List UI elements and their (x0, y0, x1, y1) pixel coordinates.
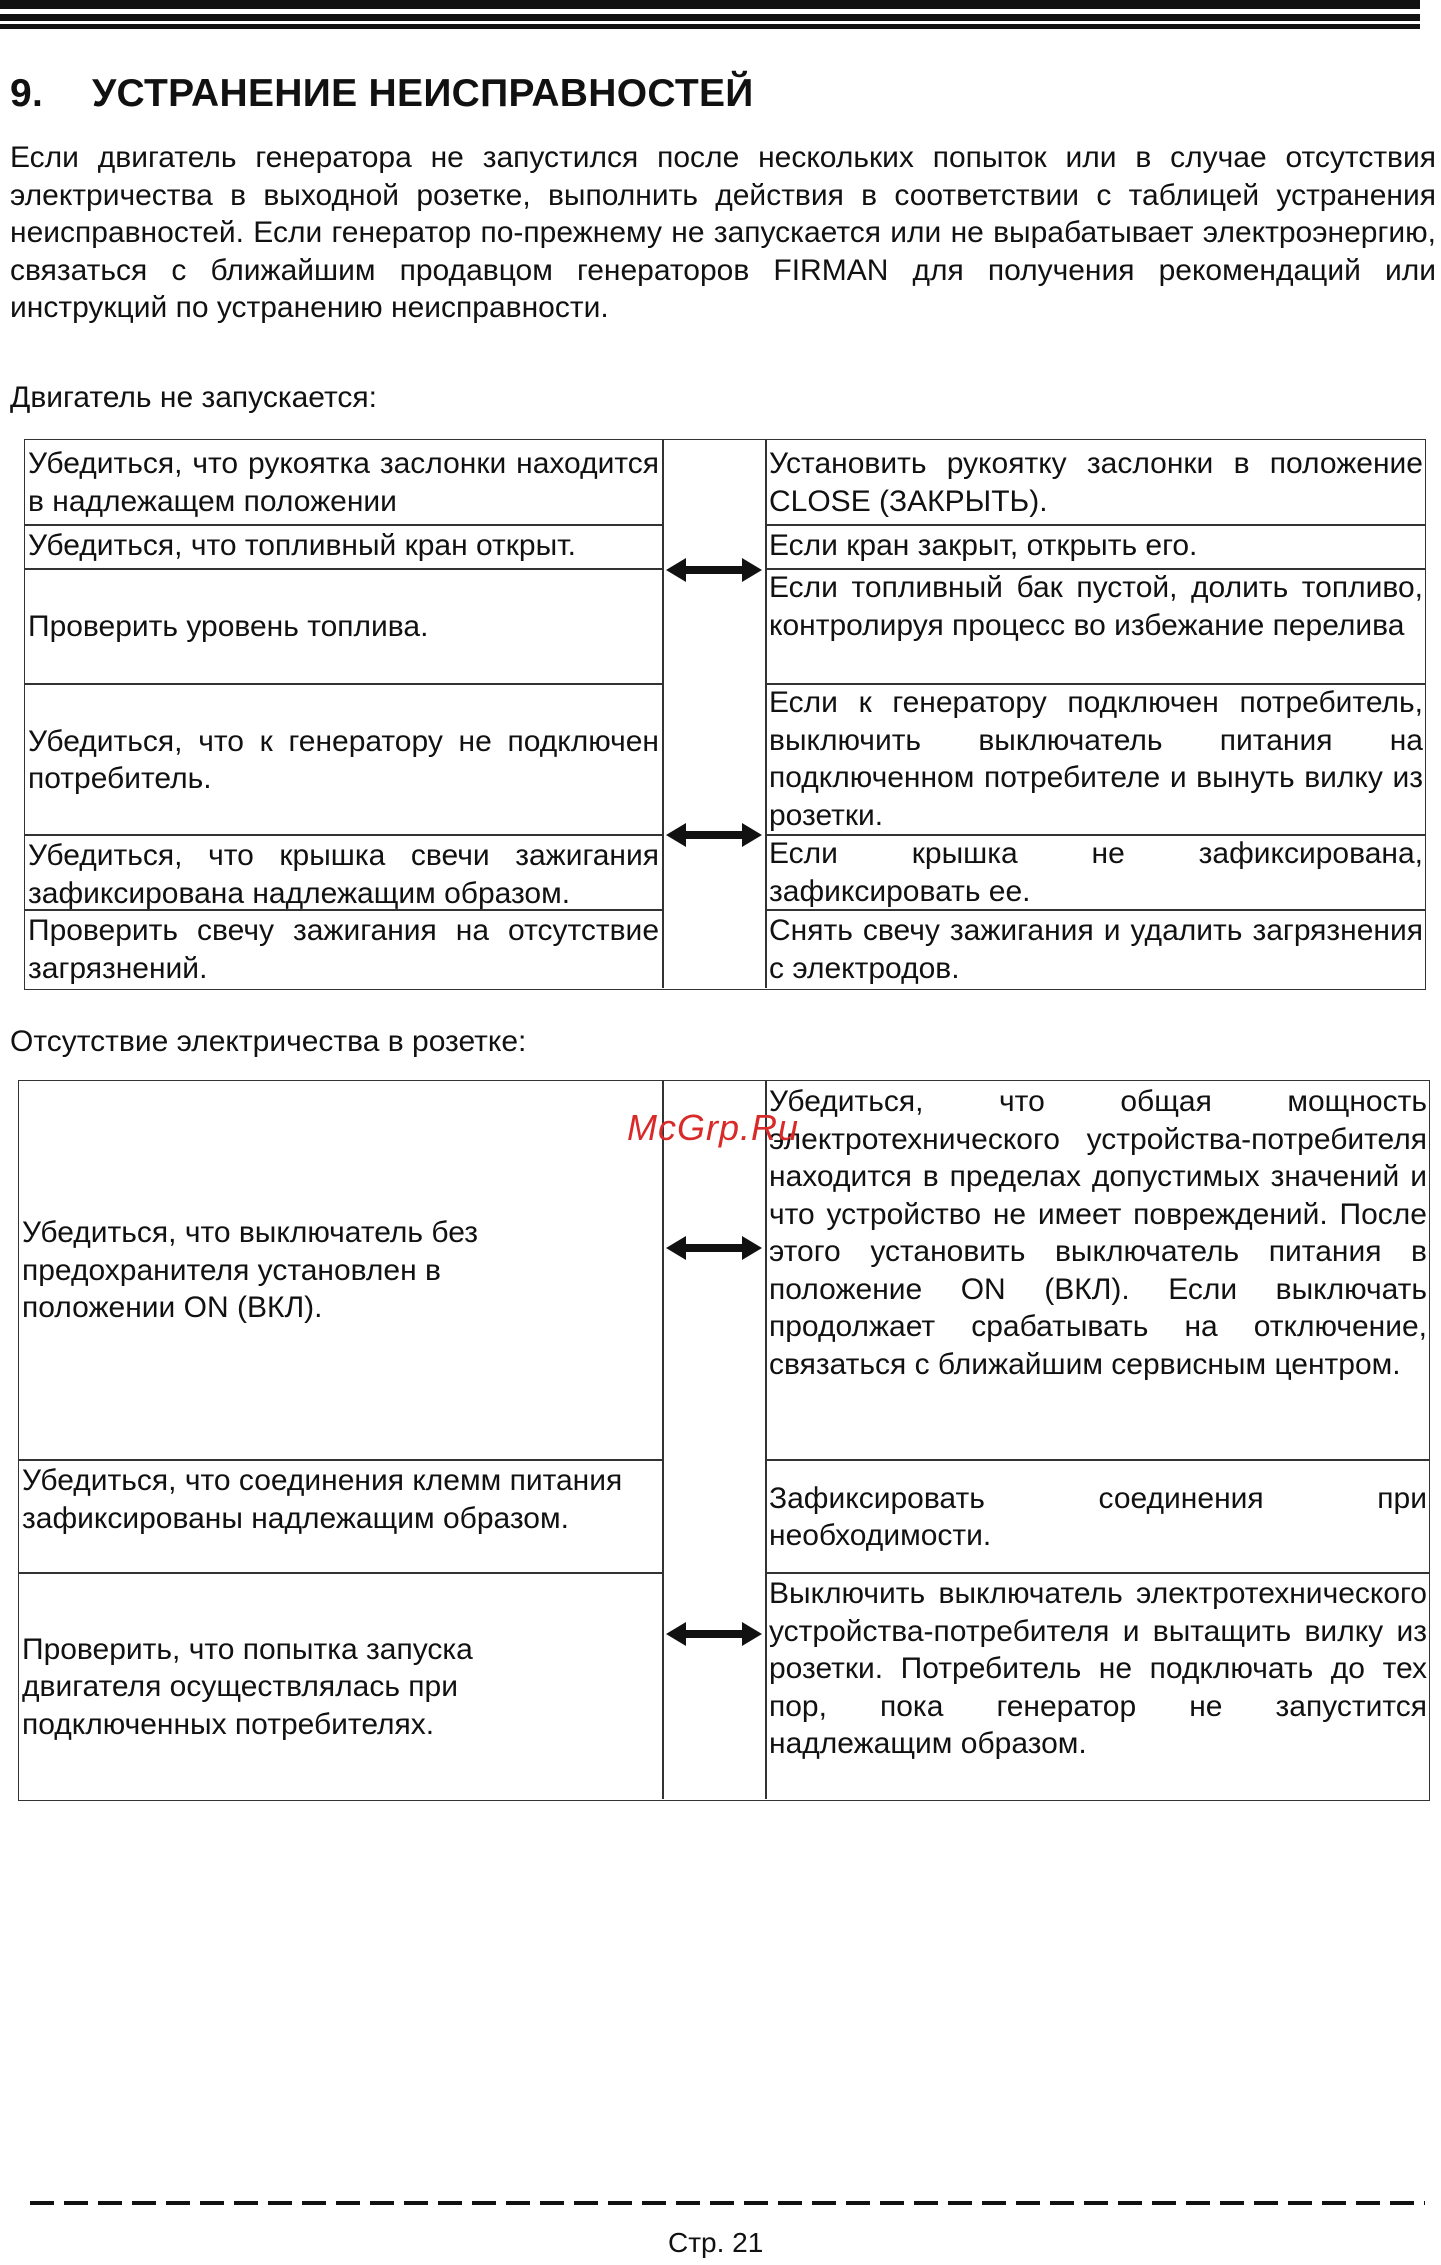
intro-paragraph: Если двигатель генератора не запустился после нескольких попыток или в случае отсутствия электричества в выходной розетке, выполнить действия в соответствии с таблицей устранения неисправностей. Если генератор по-прежнему не запускается или не вырабатывает электроэнергию, связаться с ближайшим продавцом генераторов FIRMAN для получения рекомендаций или инструкций по устранению неисправности. (10, 141, 1436, 324)
footer-dashed-rule (30, 2200, 1425, 2206)
double-arrow-icon (664, 820, 764, 850)
table1 (24, 439, 1426, 990)
watermark: McGrp.Ru (627, 1107, 800, 1148)
double-arrow-icon (664, 555, 764, 585)
table2-check-cell: Убедиться, что выключатель без предохранителя установлен в положении ON (ВКЛ). (22, 1216, 479, 1325)
table1-divider-left (662, 440, 664, 988)
table1-action-cell: Установить рукоятку заслонки в положение CLOSE (ЗАКРЫТЬ). (769, 447, 1423, 518)
table1-action-cell: Если к генератору подключен потребитель, выключить выключатель питания на подключенном потребителе и вынуть вилку из розетки. (769, 686, 1423, 832)
header-rule-medium (0, 14, 1420, 21)
table1-check-cell: Убедиться, что крышка свечи зажигания зафиксирована надлежащим образом. (28, 839, 659, 910)
table1-action-cell: Снять свечу зажигания и удалить загрязнения с электродов. (769, 914, 1423, 985)
table1-action-cell: Если кран закрыт, открыть его. (769, 529, 1198, 562)
header-rule-thin (0, 24, 1420, 29)
table2-action-cell: Выключить выключатель электротехнического устройства-потребителя и вытащить вилку из розетки. Потребитель не подключать до тех пор, пока генератор не запустится надлежащим образом. (769, 1577, 1427, 1760)
header-rule-thick (0, 0, 1420, 9)
page-number: Стр. 21 (668, 2227, 764, 2258)
section-title: УСТРАНЕНИЕ НЕИСПРАВНОСТЕЙ (92, 72, 754, 115)
table1-action-cell: Если крышка не зафиксирована, зафиксировать ее. (769, 837, 1423, 908)
table2-action-cell: Убедиться, что общая мощность электротехнического устройства-потребителя находится в пределах допустимых значений и что устройство не имеет повреждений. После этого установить выключатель питания в положение ON (ВКЛ). Если выключать продолжает срабатывать на отключение, связаться с ближайшим сервисным центром. (769, 1085, 1427, 1381)
table1-check-cell: Проверить уровень топлива. (28, 610, 429, 644)
table1-action-cell: Если топливный бак пустой, долить топливо, контролируя процесс во избежание перелива (769, 571, 1423, 642)
table1-check-cell: Проверить свечу зажигания на отсутствие загрязнений. (28, 914, 659, 985)
table2-check-cell: Убедиться, что соединения клемм питания зафиксированы надлежащим образом. (22, 1464, 623, 1535)
table1-heading: Двигатель не запускается: (10, 381, 377, 414)
table1-check-cell: Убедиться, что к генератору не подключен потребитель. (28, 724, 659, 795)
table1-check-cell: Убедиться, что топливный кран открыт. (28, 529, 576, 562)
double-arrow-icon (664, 1233, 764, 1263)
section-heading (10, 72, 754, 116)
section-number: 9. (10, 72, 44, 115)
table2-action-cell: Зафиксировать соединения при необходимости. (769, 1481, 1427, 1552)
double-arrow-icon (664, 1619, 764, 1649)
table1-check-cell: Убедиться, что рукоятка заслонки находится в надлежащем положении (28, 447, 659, 518)
table2-check-cell: Проверить, что попытка запуска двигателя осуществлялась при подключенных потребителях. (22, 1632, 473, 1741)
table2 (18, 1080, 1430, 1801)
table2-divider-left (662, 1081, 664, 1799)
table2-heading: Отсутствие электричества в розетке: (10, 1025, 527, 1058)
